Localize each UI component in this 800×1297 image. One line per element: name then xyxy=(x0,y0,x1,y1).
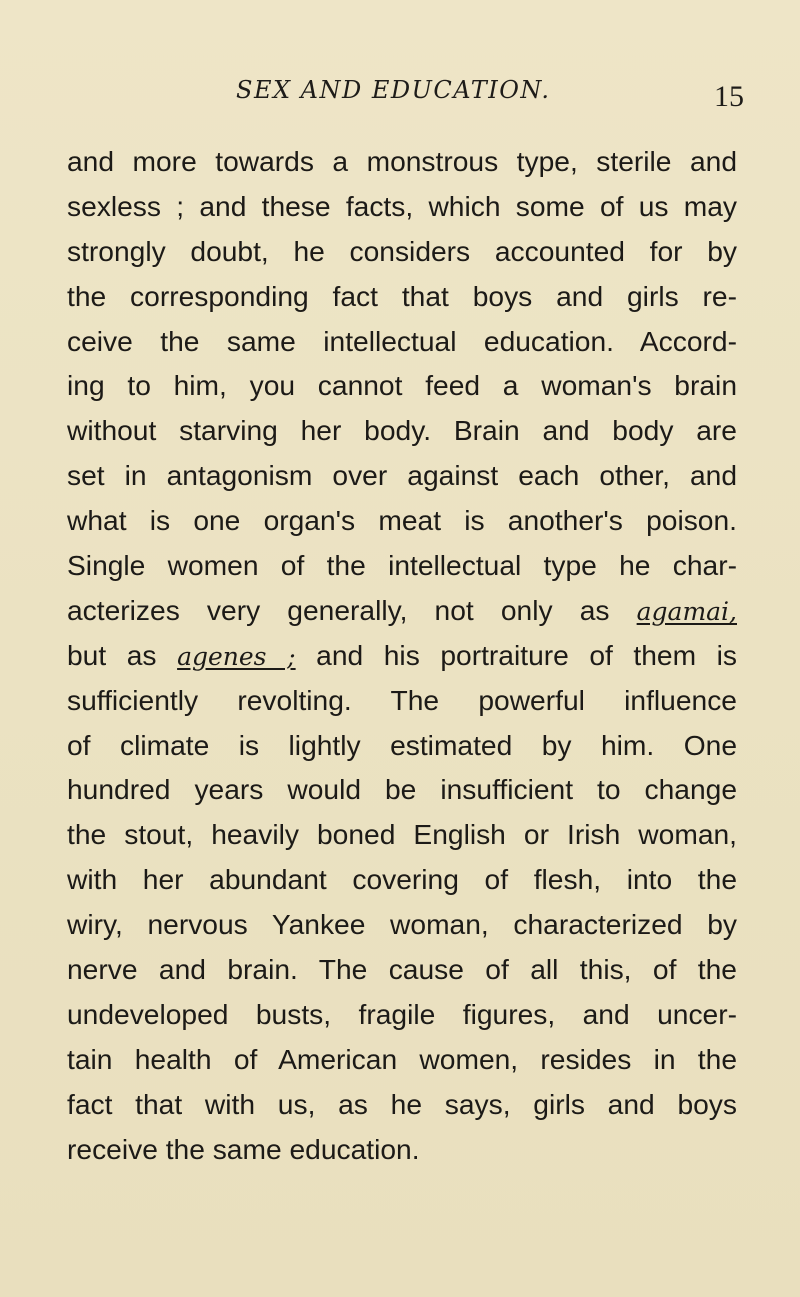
page-number: 15 xyxy=(714,80,744,113)
text-line xyxy=(67,633,737,678)
text-line: tain health of American women, resides in the xyxy=(67,1042,737,1075)
text-line: undeveloped busts, fragile figures, and uncer- xyxy=(67,997,737,1030)
text-line: what is one organ's meat is another's poison. xyxy=(67,504,737,537)
text-line xyxy=(67,588,737,633)
text-line: Single women of the intellectual type he char- xyxy=(67,549,737,582)
text-line: sexless ; and these facts, which some of us may xyxy=(67,189,737,222)
text-line: of climate is lightly estimated by him. One xyxy=(67,728,737,761)
text-line: ing to him, you cannot feed a woman's brain xyxy=(67,369,737,402)
italic-term-agamai: agamai, xyxy=(636,596,737,626)
running-head: SEX AND EDUCATION. xyxy=(236,76,551,104)
italic-term-agenes: agenes ; xyxy=(177,641,296,671)
body-paragraph xyxy=(67,139,737,1171)
text-line: with her abundant covering of flesh, into the xyxy=(67,863,737,896)
text-line: nerve and brain. The cause of all this, of the xyxy=(67,953,737,986)
text-line: without starving her body. Brain and body are xyxy=(67,414,737,447)
text-line: wiry, nervous Yankee woman, characterized by xyxy=(67,908,737,941)
text-run: acterizes very generally, not only as xyxy=(67,593,610,626)
text-line: the corresponding fact that boys and girls re- xyxy=(67,279,737,312)
text-line: set in antagonism over against each other, and xyxy=(67,459,737,492)
text-line: hundred years would be insufficient to change xyxy=(67,773,737,806)
text-line: receive the same education. xyxy=(67,1132,420,1165)
text-line: sufficiently revolting. The powerful influence xyxy=(67,683,737,716)
text-line: ceive the same intellectual education. Accord- xyxy=(67,324,737,357)
text-run: but as xyxy=(67,638,157,671)
text-line: strongly doubt, he considers accounted for by xyxy=(67,234,737,267)
text-line: fact that with us, as he says, girls and boys xyxy=(67,1087,737,1120)
text-run: and his portraiture of them is xyxy=(316,638,737,671)
text-line: and more towards a monstrous type, sterile and xyxy=(67,145,737,177)
text-line: the stout, heavily boned English or Irish woman, xyxy=(67,818,737,851)
